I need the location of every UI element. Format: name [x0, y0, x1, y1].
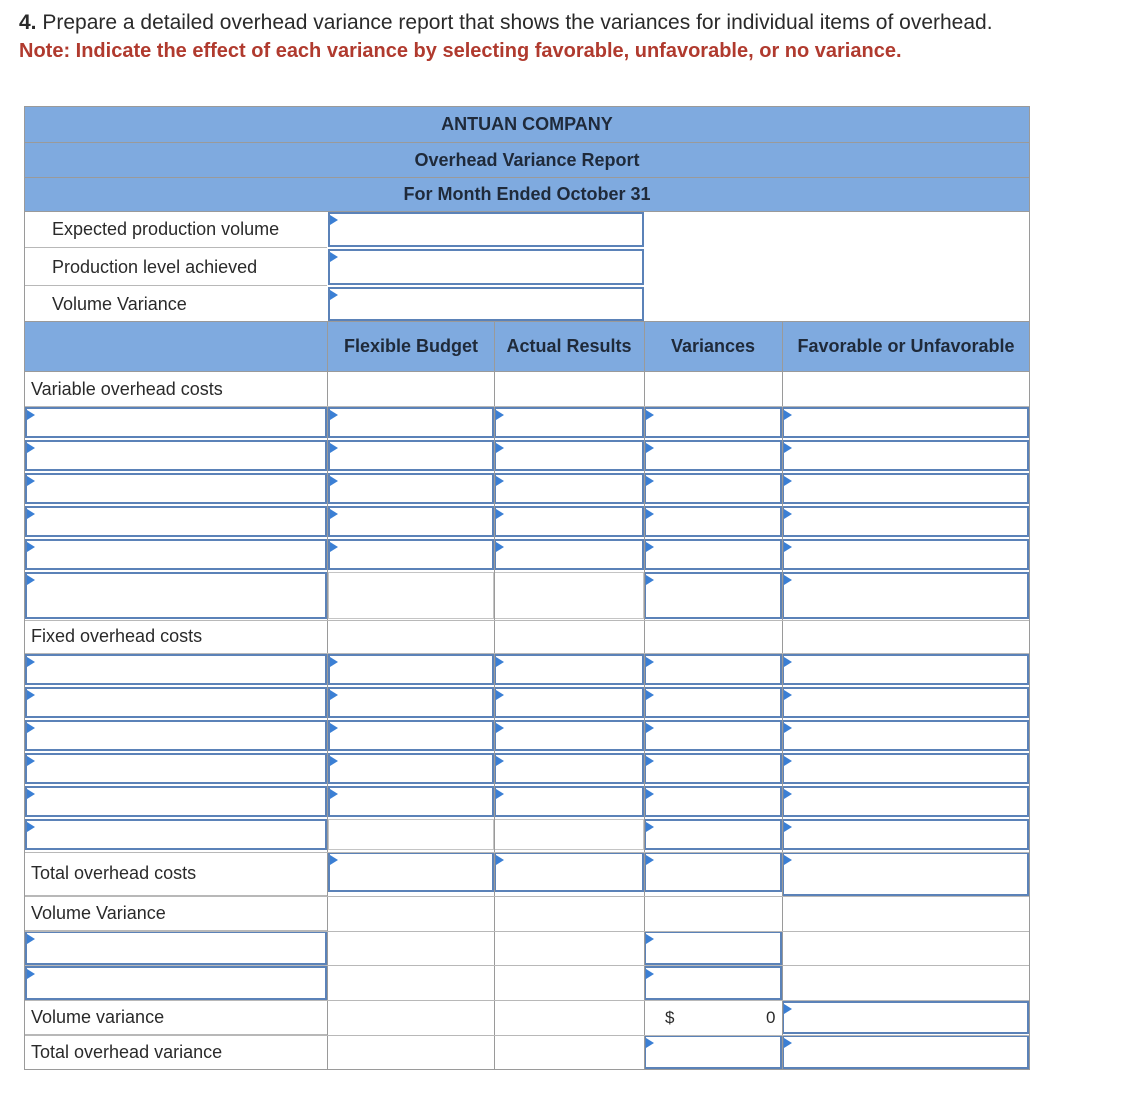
input-marker-icon: [27, 575, 35, 585]
expected-volume-label: [25, 212, 327, 248]
volume-variance-input[interactable]: [328, 287, 644, 321]
fixed-item-input-1[interactable]: [25, 654, 327, 685]
input-marker-icon: [646, 1038, 654, 1048]
column-divider-2: [494, 321, 495, 1070]
fixed-flexible-input-2[interactable]: [328, 687, 494, 718]
input-marker-icon: [330, 690, 338, 700]
input-marker-icon: [646, 542, 654, 552]
input-marker-icon: [784, 789, 792, 799]
company-name: ANTUAN COMPANY: [441, 114, 613, 134]
total-overhead-variance-label: [25, 1035, 327, 1070]
variable-actual-input-3[interactable]: [494, 473, 644, 504]
col-actual-text: Actual Results: [506, 336, 632, 356]
input-marker-icon: [27, 657, 35, 667]
fixed-overhead-text: Fixed overhead costs: [31, 626, 203, 646]
input-marker-icon: [646, 822, 654, 832]
variable-variance-input-4[interactable]: [644, 506, 782, 537]
volume-variance-section-text: Volume Variance: [31, 902, 166, 923]
total-overhead-text: Total overhead costs: [31, 863, 197, 883]
achieved-volume-input[interactable]: [328, 249, 644, 285]
input-marker-icon: [496, 542, 504, 552]
variable-variance-input-5[interactable]: [644, 539, 782, 570]
input-marker-icon: [784, 509, 792, 519]
fixed-total-actual-cell: [494, 819, 644, 850]
col-variances-text: Variances: [670, 336, 756, 356]
fixed-fav-input-1[interactable]: [782, 654, 1029, 685]
variable-variance-input-3[interactable]: [644, 473, 782, 504]
input-marker-icon: [27, 690, 35, 700]
volume-calc-input-2[interactable]: [644, 966, 782, 1000]
input-marker-icon: [784, 1004, 792, 1014]
variable-flexible-input-4[interactable]: [328, 506, 494, 537]
input-marker-icon: [27, 756, 35, 766]
variable-flexible-input-1[interactable]: [328, 407, 494, 438]
input-marker-icon: [27, 410, 35, 420]
variable-flexible-input-5[interactable]: [328, 539, 494, 570]
row-divider-6: [25, 1000, 1029, 1001]
volume-variance-row-text: Volume variance: [31, 1007, 165, 1027]
variable-flexible-input-2[interactable]: [328, 440, 494, 471]
input-marker-icon: [646, 756, 654, 766]
fixed-flexible-input-1[interactable]: [328, 654, 494, 685]
input-marker-icon: [646, 443, 654, 453]
input-marker-icon: [27, 476, 35, 486]
question-number: 4.: [19, 11, 37, 34]
variable-fav-input-4[interactable]: [782, 506, 1029, 537]
row-divider-total: [25, 852, 1029, 853]
input-marker-icon: [496, 509, 504, 519]
total-actual-input[interactable]: [494, 852, 644, 892]
fixed-item-input-3[interactable]: [25, 720, 327, 751]
fixed-fav-input-4[interactable]: [782, 753, 1029, 784]
col-fav-text: Favorable or Unfavorable: [797, 336, 1015, 356]
input-marker-icon: [784, 723, 792, 733]
fixed-fav-input-3[interactable]: [782, 720, 1029, 751]
fixed-total-flexible-cell: [328, 819, 494, 850]
fixed-actual-input-5[interactable]: [494, 786, 644, 817]
input-marker-icon: [496, 443, 504, 453]
achieved-volume-label: [25, 249, 327, 286]
variable-overhead-label: [25, 372, 327, 407]
report-title: Overhead Variance Report: [414, 149, 640, 170]
fixed-variance-input-5[interactable]: [644, 786, 782, 817]
input-marker-icon: [27, 934, 35, 944]
input-marker-icon: [646, 476, 654, 486]
fixed-actual-input-2[interactable]: [494, 687, 644, 718]
row-divider-1: [25, 406, 1029, 407]
input-marker-icon: [330, 657, 338, 667]
input-marker-icon: [496, 410, 504, 420]
input-marker-icon: [646, 855, 654, 865]
input-marker-icon: [330, 290, 338, 300]
input-marker-icon: [646, 723, 654, 733]
input-marker-icon: [646, 410, 654, 420]
variable-fav-input-1[interactable]: [782, 407, 1029, 438]
fixed-flexible-input-5[interactable]: [328, 786, 494, 817]
volume-variance-amount: 0: [766, 1008, 776, 1027]
fixed-item-input-4[interactable]: [25, 753, 327, 784]
total-variance-input[interactable]: [644, 852, 782, 892]
col-flexible-text: Flexible Budget: [343, 336, 478, 356]
total-overhead-variance-text: Total overhead variance: [31, 1042, 223, 1062]
total-overhead-label: [25, 852, 327, 896]
variable-item-input-4[interactable]: [25, 506, 327, 537]
fixed-total-fav-input[interactable]: [782, 819, 1029, 850]
total-fav-input[interactable]: [782, 852, 1029, 896]
volume-variance-fav-input[interactable]: [782, 1001, 1029, 1034]
input-marker-icon: [330, 509, 338, 519]
input-marker-icon: [330, 723, 338, 733]
volume-variance-label: [25, 287, 327, 321]
row-divider-7: [25, 1035, 1029, 1036]
input-marker-icon: [784, 542, 792, 552]
input-marker-icon: [784, 756, 792, 766]
variable-total-flexible-cell: [328, 572, 494, 619]
input-marker-icon: [784, 476, 792, 486]
fixed-actual-input-3[interactable]: [494, 720, 644, 751]
input-marker-icon: [646, 509, 654, 519]
input-marker-icon: [330, 410, 338, 420]
row-divider-5: [25, 965, 1029, 966]
variable-total-variance-input[interactable]: [644, 572, 782, 619]
expected-volume-input[interactable]: [328, 212, 644, 247]
input-marker-icon: [27, 542, 35, 552]
input-marker-icon: [330, 756, 338, 766]
input-marker-icon: [330, 443, 338, 453]
input-marker-icon: [784, 657, 792, 667]
input-marker-icon: [330, 542, 338, 552]
input-marker-icon: [784, 410, 792, 420]
row-divider-fixed: [25, 620, 1029, 621]
input-marker-icon: [27, 969, 35, 979]
fixed-item-input-5[interactable]: [25, 786, 327, 817]
column-divider-4: [782, 321, 783, 1070]
row-divider-3: [25, 896, 1029, 897]
fixed-overhead-label: [25, 620, 327, 654]
fixed-item-input-2[interactable]: [25, 687, 327, 718]
input-marker-icon: [27, 822, 35, 832]
total-overhead-variance-fav-input[interactable]: [782, 1035, 1029, 1069]
volume-variance-row-label: [25, 1001, 327, 1035]
input-marker-icon: [496, 723, 504, 733]
input-marker-icon: [646, 969, 654, 979]
input-marker-icon: [330, 789, 338, 799]
volume-variance-text: Volume Variance: [52, 293, 187, 314]
variable-actual-input-2[interactable]: [494, 440, 644, 471]
input-marker-icon: [646, 657, 654, 667]
variable-item-input-2[interactable]: [25, 440, 327, 471]
input-marker-icon: [27, 789, 35, 799]
variable-actual-input-4[interactable]: [494, 506, 644, 537]
variable-fav-input-3[interactable]: [782, 473, 1029, 504]
input-marker-icon: [646, 789, 654, 799]
question-body: Prepare a detailed overhead variance report that shows the variances for individual items of overhead.: [36, 11, 993, 34]
input-marker-icon: [784, 855, 792, 865]
fixed-variance-input-4[interactable]: [644, 753, 782, 784]
volume-variance-section-label: [25, 896, 327, 931]
variable-variance-input-1[interactable]: [644, 407, 782, 438]
fixed-fav-input-5[interactable]: [782, 786, 1029, 817]
input-marker-icon: [496, 476, 504, 486]
input-marker-icon: [330, 476, 338, 486]
report-period: For Month Ended October 31: [403, 184, 651, 204]
row-divider-4: [25, 931, 1029, 932]
column-divider-3: [644, 321, 645, 1070]
fixed-total-variance-input[interactable]: [644, 819, 782, 850]
input-marker-icon: [330, 252, 338, 262]
input-marker-icon: [496, 855, 504, 865]
report-period-header: [24, 177, 1030, 212]
question-text: [19, 11, 993, 35]
fixed-flexible-input-3[interactable]: [328, 720, 494, 751]
fixed-variance-input-3[interactable]: [644, 720, 782, 751]
col-actual-results: [494, 321, 644, 372]
variable-overhead-text: Variable overhead costs: [31, 378, 223, 399]
variable-item-input-5[interactable]: [25, 539, 327, 570]
volume-item-input-2[interactable]: [25, 966, 327, 1000]
input-marker-icon: [496, 690, 504, 700]
input-marker-icon: [784, 690, 792, 700]
input-marker-icon: [496, 657, 504, 667]
input-marker-icon: [646, 575, 654, 585]
input-marker-icon: [784, 1038, 792, 1048]
fixed-total-label-input[interactable]: [25, 819, 327, 850]
fixed-actual-input-4[interactable]: [494, 753, 644, 784]
input-marker-icon: [496, 756, 504, 766]
total-overhead-variance-input[interactable]: [644, 1035, 782, 1069]
input-marker-icon: [27, 723, 35, 733]
input-marker-icon: [784, 575, 792, 585]
input-marker-icon: [646, 934, 654, 944]
fixed-variance-input-2[interactable]: [644, 687, 782, 718]
currency-symbol: $: [665, 1008, 675, 1027]
col-favorable-unfavorable: [782, 321, 1030, 372]
company-name-header: [24, 106, 1030, 142]
variable-item-input-1[interactable]: [25, 407, 327, 438]
volume-item-input-1[interactable]: [25, 931, 327, 965]
total-flexible-input[interactable]: [328, 852, 494, 892]
variable-variance-input-2[interactable]: [644, 440, 782, 471]
variable-actual-input-1[interactable]: [494, 407, 644, 438]
variable-actual-input-5[interactable]: [494, 539, 644, 570]
input-marker-icon: [784, 822, 792, 832]
input-marker-icon: [496, 789, 504, 799]
fixed-flexible-input-4[interactable]: [328, 753, 494, 784]
input-marker-icon: [27, 509, 35, 519]
volume-calc-input-1[interactable]: [644, 931, 782, 965]
fixed-fav-input-2[interactable]: [782, 687, 1029, 718]
input-marker-icon: [27, 443, 35, 453]
fixed-variance-input-1[interactable]: [644, 654, 782, 685]
input-marker-icon: [784, 443, 792, 453]
input-marker-icon: [646, 690, 654, 700]
report-title-header: [24, 142, 1030, 177]
variable-fav-input-2[interactable]: [782, 440, 1029, 471]
variable-item-input-3[interactable]: [25, 473, 327, 504]
variable-flexible-input-3[interactable]: [328, 473, 494, 504]
question-note: Note: Indicate the effect of each variance by selecting favorable, unfavorable, or no variance.: [19, 40, 902, 62]
variable-total-actual-cell: [494, 572, 644, 619]
input-marker-icon: [330, 215, 338, 225]
expected-volume-text: Expected production volume: [52, 219, 280, 239]
row-divider-2: [25, 653, 1029, 654]
fixed-actual-input-1[interactable]: [494, 654, 644, 685]
col-variances: [644, 321, 782, 372]
input-marker-icon: [330, 855, 338, 865]
achieved-volume-text: Production level achieved: [52, 256, 258, 277]
column-divider-1: [327, 321, 328, 1070]
variable-total-fav-input[interactable]: [782, 572, 1029, 619]
col-flexible-budget: [328, 321, 494, 372]
variable-fav-input-5[interactable]: [782, 539, 1029, 570]
variable-total-label-input[interactable]: [25, 572, 327, 619]
